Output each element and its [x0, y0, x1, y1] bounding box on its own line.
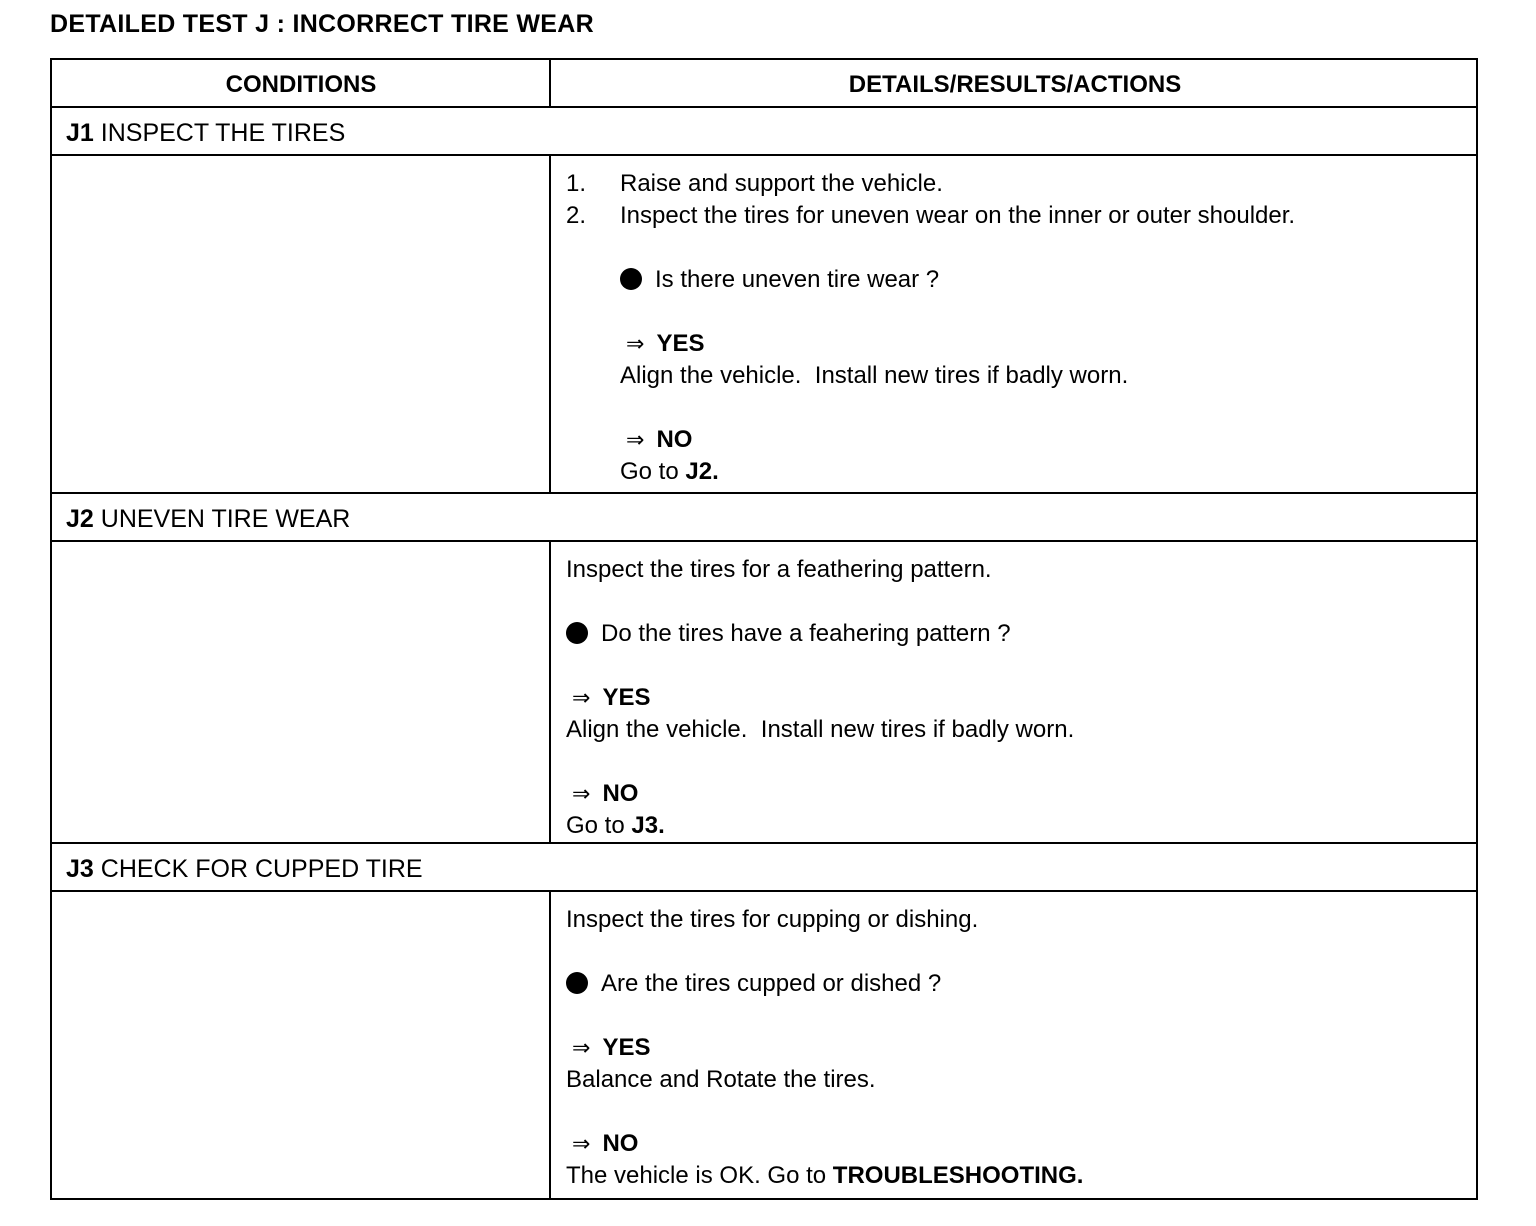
arrow-right-icon: ⇒ [572, 781, 591, 806]
question [566, 968, 1466, 1000]
no-action-text: The vehicle is OK. Go to [566, 1162, 833, 1189]
conditions-column-header: CONDITIONS [225, 71, 377, 98]
step-body-j3 [52, 892, 1476, 1198]
details-column-header: DETAILS/RESULTS/ACTIONS [848, 71, 1182, 98]
details-cell [566, 904, 1466, 1192]
yes-label: YES [602, 1034, 651, 1061]
step-heading-j2 [52, 494, 1476, 542]
no-action-link: J3. [631, 812, 665, 839]
arrow-right-icon: ⇒ [626, 331, 645, 356]
yes-branch [566, 682, 1466, 714]
instruction-item [566, 200, 1466, 232]
yes-label: YES [602, 684, 651, 711]
intro-text: Inspect the tires for a feathering pattern. [566, 556, 992, 583]
question [566, 618, 1466, 650]
step-name: INSPECT THE TIRES [100, 119, 346, 147]
details-cell [566, 168, 1466, 488]
question-text: Do the tires have a feahering pattern ? [601, 620, 1011, 647]
instruction-text: Raise and support the vehicle. [620, 170, 943, 197]
arrow-right-icon: ⇒ [572, 685, 591, 710]
no-action-text: Go to [566, 812, 632, 839]
bullet-icon [620, 268, 642, 290]
instruction-number: 1. [566, 170, 587, 197]
details-cell [566, 554, 1466, 842]
yes-label: YES [656, 330, 705, 357]
arrow-right-icon: ⇒ [572, 1131, 591, 1156]
step-id: J3 [66, 855, 94, 883]
bullet-icon [566, 972, 588, 994]
no-label: NO [602, 1130, 639, 1157]
column-divider [549, 542, 551, 842]
step-id: J1 [66, 119, 94, 147]
step-name: UNEVEN TIRE WEAR [100, 505, 351, 533]
no-branch [566, 778, 1466, 810]
step-body-j1 [52, 156, 1476, 494]
instruction-text: Inspect the tires for uneven wear on the inner or outer shoulder. [620, 202, 1296, 229]
no-branch [566, 424, 1466, 456]
header-divider [549, 60, 551, 108]
instruction-number: 2. [566, 202, 587, 229]
no-action-link: J2. [685, 458, 719, 485]
diagnostic-table [50, 58, 1478, 1200]
bullet-icon [566, 622, 588, 644]
question [566, 264, 1466, 296]
step-name: CHECK FOR CUPPED TIRE [100, 855, 423, 883]
no-action-text: Go to [620, 458, 686, 485]
yes-branch [566, 328, 1466, 360]
arrow-right-icon: ⇒ [572, 1035, 591, 1060]
question-text: Is there uneven tire wear ? [655, 266, 940, 293]
no-label: NO [602, 780, 639, 807]
yes-action: Balance and Rotate the tires. [566, 1066, 876, 1093]
no-branch [566, 1128, 1466, 1160]
yes-action: Align the vehicle. Install new tires if badly worn. [620, 362, 1129, 389]
step-id: J2 [66, 505, 94, 533]
no-action-link: TROUBLESHOOTING. [832, 1162, 1084, 1189]
question-text: Are the tires cupped or dished ? [601, 970, 942, 997]
arrow-right-icon: ⇒ [626, 427, 645, 452]
table-header [52, 60, 1476, 108]
step-body-j2 [52, 542, 1476, 844]
yes-action: Align the vehicle. Install new tires if badly worn. [566, 716, 1075, 743]
instruction-item [566, 168, 1466, 200]
intro-text: Inspect the tires for cupping or dishing. [566, 906, 979, 933]
no-label: NO [656, 426, 693, 453]
step-heading-j1 [52, 108, 1476, 156]
no-action [566, 456, 1466, 488]
step-heading-j3 [52, 844, 1476, 892]
yes-branch [566, 1032, 1466, 1064]
no-action [566, 810, 1466, 842]
column-divider [549, 892, 551, 1198]
no-action [566, 1160, 1466, 1192]
column-divider [549, 156, 551, 492]
document-title: DETAILED TEST J : INCORRECT TIRE WEAR [50, 10, 594, 38]
